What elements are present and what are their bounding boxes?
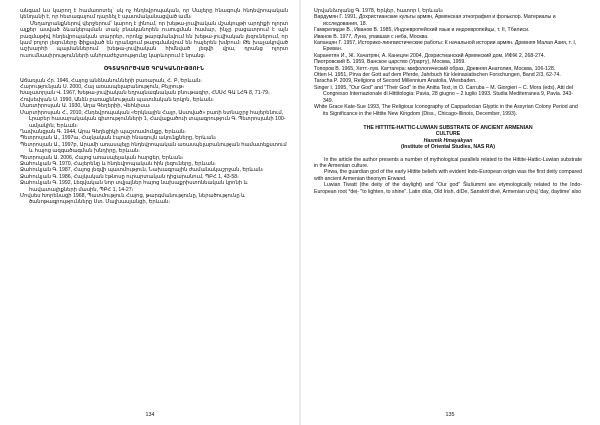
reference-item: Капанцян Г. 1957, Историко-лингвистические работы: К начальной истории армян. Древняя Малая Азия, т. I, Ереван. <box>314 40 577 53</box>
reference-item: White Grace Kate-Sue 1993, The Religious Iconography of Cappadocian Glyptic in the Assyrian Colony Period and its Significance in the Hittite New Kingdom (Diss., Chicago-Illinois, December, 1993). <box>314 104 578 117</box>
reference-item: Մառտիրոսյան Ա. 1930, Աղա Գեղերիի, Վեհնիսա։ <box>20 103 151 110</box>
reference-item: Հարությունյան Ս. 2000, Հայ առասպելաբանություն, Բեյրութ։ <box>20 84 185 91</box>
reference-item: Պետրոսյան Ա. 2006, Հայոց առասպելական հարցեր, Երևան։ <box>20 154 184 161</box>
reference-item: Топоров В. 1965, Хетт.-лув. Каттагера: мифологический образ, Древняя Анатолия, Москва, 106-128. <box>314 65 556 72</box>
left-reference-list <box>20 78 288 206</box>
bibliography-heading: ՕԳՏԱԳՈՐԾՎԱԾ ԳՐԱԿԱՆՈՒԹՅՈՒՆ <box>103 66 205 73</box>
reference-item: Гамкрелидзе В., Иванов В. 1985, Индоевропейский язык и индоевропейцы, т. II, Тбилиси. <box>314 27 530 34</box>
page-number-left: 134 <box>145 411 155 418</box>
abstract-author: Hasmik Hmayakyan <box>423 137 473 144</box>
abstract-title-line-2: CULTURE <box>435 131 461 138</box>
abstract-title <box>314 125 582 138</box>
reference-item: Otten H. 1951, Pirva der Gott auf dem Pferde, Jahrbuch für kleinasiatischen Forschungen, Band 2/3, 62-74. <box>314 72 561 79</box>
reference-item: Աճառյան Հր. 1946, Հայոց անձնանունների բառարան, Հ. Բ, Երևան։ <box>20 77 202 84</box>
reference-item: Ջահուկյան Գ. 1992, Լեզվական նոր տվյալներ հայոց նախաքրիստոնեական կրոնի և հավատալիքների մասին, ՊԲՀ 1, 14-27։ <box>20 180 248 193</box>
reference-item: Մովսես Խորենացի 1968, Պատմություն Հայոց, թարգմանությունը, ներածությունը և ծանոթագրությունները Ստ. Մալխասյանցի, Երևան։ <box>20 192 246 206</box>
reference-item: Каранетян И., Ж. Хачатрян, А. Канецян 2004, Дохристианский Армянский дом, ИФЖ 2, 268-274. <box>314 52 546 59</box>
right-reference-list <box>314 8 582 117</box>
reference-item: Ջահուկյան Գ. 1987, Հայոց լեզվի պատմություն, Նախագրային ժամանակաշրջան, Երևան։ <box>20 167 264 174</box>
reference-item: Вардумян Г. 1991, Дохристианские культы армян, Армянская этнография и фольклор. Материалы и исследования, 18. <box>314 14 556 27</box>
reference-item: Taracha P. 2009, Religions of Second Millennium Anatolia, Wiesbaden. <box>314 78 477 85</box>
reference-item: Պետրոսյան Ա., 1997բ, Արամի առասպելը հնդեվրոպական առասպելաբանության համատեքստում և հայոց ազգածագման խնդիրը, Երևան։ <box>20 141 287 155</box>
reference-item: Մարտիրոսյան Հ., 2010, Հնդեվրոպական «Երկնային Հայր, Աստված» բառի ետնաշրջ հայերենում, Լրաբեր հասարակական գիտությունների 1, Հավաքածուի տպագրություն Գ. Պետրոսյանի 100-ամյակին, Երևան։ <box>20 109 286 129</box>
reference-item: Պետրոսյան Ա., 1997ա, Հայկական էպոսի հնագույն ակունքները, Երևան։ <box>20 135 217 142</box>
right-page <box>300 0 600 425</box>
intro-paragraph-2: Մեղադրանքներով վերջերում՝ կարող է լինում, որ խեթա-լուվիական մշակույթի արդիքի ոլորտ ալքեր ասված ձևակերպման տակ բնականորեն ուսուցման համար, ինչը բացատրում է այն բազմաթիվ հնդեվրոպական տարրեր, որոնք թարգմանվում են խեթա-լուվիական լեզուներում, որ կամ բոլոր լեզուները ֆիքսված են դրանցում թարգմանվում են հայերեն խմբում։ Թե խաչակրված աշխարհի պայմաններում խեթա-լուվիական հիմնված լեզվի վրա, դրանց ոլորտ ուսումնասիրությունների անհրաժեշտությունը կարևորում է նրանց։ <box>20 20 288 59</box>
left-intro <box>20 8 288 59</box>
abstract-title-line-1: THE HITTITE-HATTIC-LUWIAN SUBSTRATE OF ANCIENT ARMENIAN <box>363 124 533 131</box>
abstract-institution: (Institute of Oriental Studies, NAS RA) <box>401 144 495 151</box>
reference-item: Пиотровский Б. 1959, Ванское царство (Урарту), Москва, 1959. <box>314 59 466 66</box>
abstract-paragraph-1: In the article the author presents a number of mythological parallels related to the Hittite-Hattic-Luwian substrate in the Armenian culture. <box>314 156 582 169</box>
reference-item: Խաչատրյան Վ. 1967, Խեթա-լուվիական եղրայնագնական բնութագիր, ՀՍՍՀ ԳԱ ԼՀԳ 8, 71-79։ <box>20 90 270 97</box>
reference-item: Ջահուկյան Գ. 1986, Հայկական էթնոսը ուրարտական դիցարանում, ՊԲՀ 1, 43-58։ <box>20 173 239 180</box>
reference-item: Հովսեփյան Ս. 1990, Անձն բառաքննության պատմական երկրն, Երևան։ <box>20 96 214 103</box>
abstract-paragraph-3: Luwian Tiwatt (the deity of the daylight) and "Our god" Šiušummi are etymologically related to the Indo-European root *dei̯- "to lighten, to shine". Latin diūs, Old Irish. díDe, Sanskrit divé, Armenian տիվ 'day, daytime' also <box>314 182 582 195</box>
intro-paragraph-1: անգամ ևս կարող է համառոտել` սկ ոչ հնդեվրոպական, որ Մայերը հնագույն հնդեվրոպական կենդանի է, որ հետագայում դարձել է պատմականացված ամն։ <box>20 8 288 21</box>
reference-item: Սրվանձտյանց Գ. 1978, Երկեր, հատոր I, Երևան։ <box>314 8 444 14</box>
abstract-body <box>314 157 582 195</box>
reference-item: Иванов В. 1977, Луна, упавшая с неба, Москва. <box>314 33 429 40</box>
reference-item: Ղափանցյան Գ. 1944, Արա Գեղեցիկի պաշտամունքը, Երևան։ <box>20 128 186 135</box>
abstract-paragraph-2: Pirwa, the guardian god of the early Hittite beliefs with evident Indo-European origin was the first deity compared with ancient Armenian theonym Erwand. <box>314 169 582 182</box>
reference-item: Ջահուկյան Գ. 1970, Հայերենը և հնդեվրոպական հին լեզուները, Երևան։ <box>20 160 216 167</box>
reference-item: Singer I. 1995, "Our God" and "Their God" in the Anitta Text, in O. Carruba – M. Giorgieri – C. Mora (eds), Atti del Congresso Internazionale di Hittitologia: Pavia, 28 giugno – 2 luglio 1993. Studia Mediterranea 9, Pavia. 343-349. <box>314 84 574 104</box>
page-number-right: 135 <box>445 411 455 418</box>
